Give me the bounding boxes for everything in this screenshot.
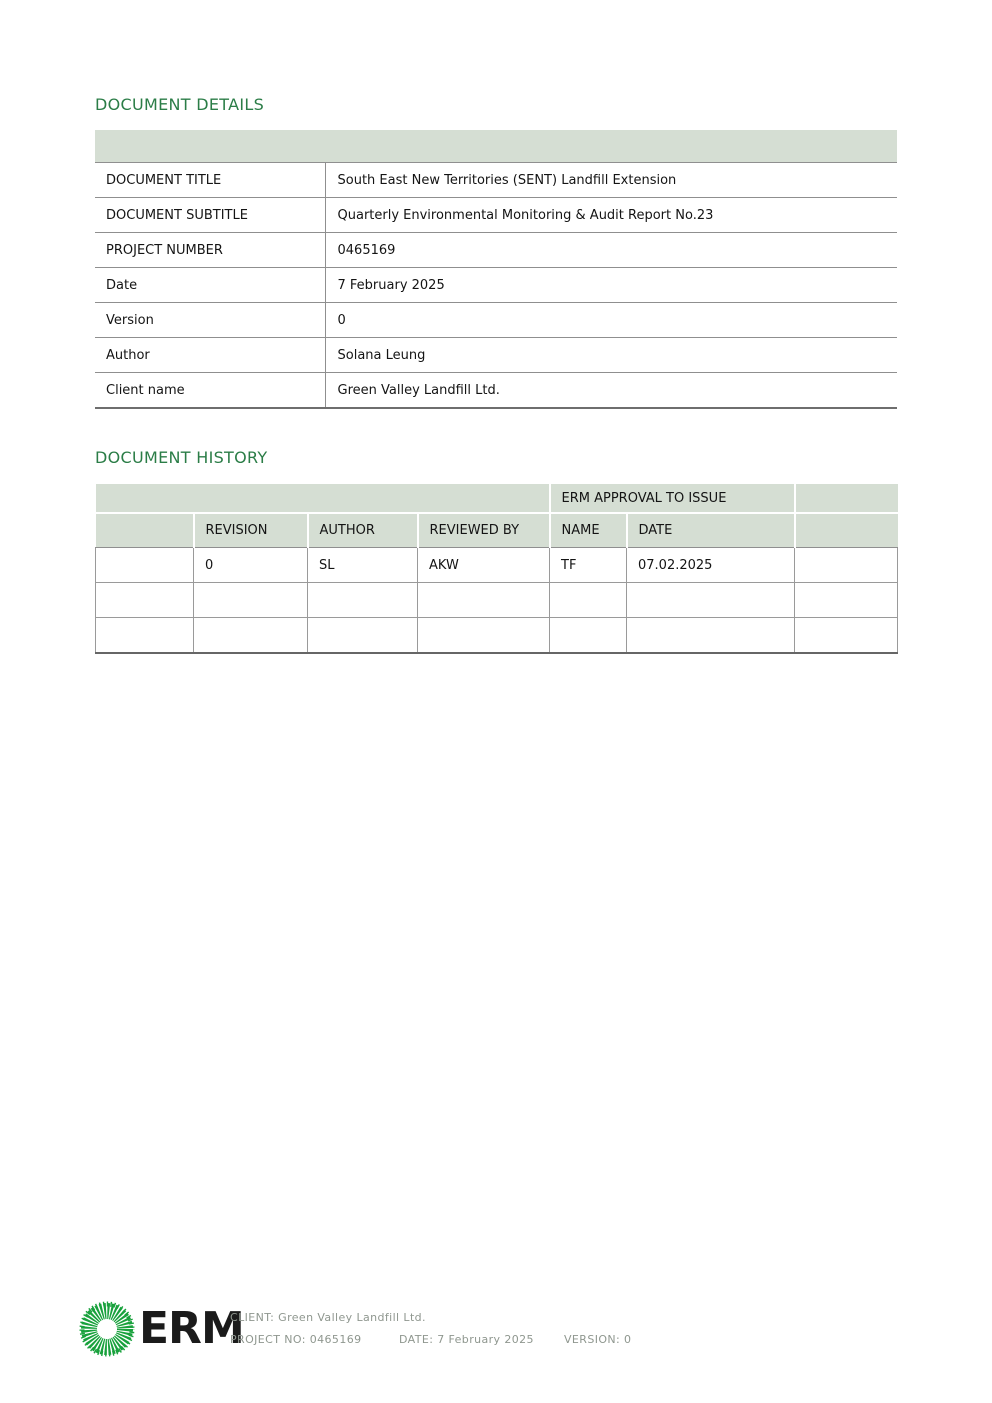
row-value: 0 (325, 303, 897, 338)
table-cell: SL (308, 548, 418, 583)
table-row (95, 233, 897, 268)
empty-header-cell (96, 484, 550, 513)
table-cell (194, 618, 308, 654)
table-cell: 07.02.2025 (627, 548, 795, 583)
erm-logo (78, 1300, 244, 1358)
footer-client-line: CLIENT: Green Valley Landfill Ltd. (230, 1311, 426, 1324)
row-label: Version (95, 303, 325, 338)
row-value: Green Valley Landfill Ltd. (325, 373, 897, 409)
table-cell (308, 618, 418, 654)
footer-info (230, 1307, 631, 1351)
column-header (795, 513, 898, 548)
table-cell: 0 (194, 548, 308, 583)
row-label: DOCUMENT SUBTITLE (95, 198, 325, 233)
document-history-table (95, 484, 898, 654)
page-footer (78, 1300, 244, 1358)
table-cell: TF (550, 548, 627, 583)
table-cell (96, 583, 194, 618)
table-cell (795, 618, 898, 654)
details-table-band (95, 130, 897, 163)
page-content (0, 0, 992, 654)
document-history-heading: DOCUMENT HISTORY (95, 448, 268, 467)
table-row (95, 198, 897, 233)
table-cell (627, 618, 795, 654)
table-row (96, 583, 898, 618)
row-value: Quarterly Environmental Monitoring & Audit Report No.23 (325, 198, 897, 233)
table-row (95, 373, 897, 409)
footer-date: DATE: 7 February 2025 (399, 1333, 534, 1346)
table-cell (418, 618, 550, 654)
table-cell (795, 583, 898, 618)
table-cell (194, 583, 308, 618)
row-label: DOCUMENT TITLE (95, 163, 325, 198)
row-value: Solana Leung (325, 338, 897, 373)
footer-project-no: PROJECT NO: 0465169 (230, 1333, 362, 1346)
empty-header-cell (795, 484, 898, 513)
document-details-table (95, 130, 897, 409)
row-value: 0465169 (325, 233, 897, 268)
table-cell (627, 583, 795, 618)
table-row (96, 548, 898, 583)
row-value: 7 February 2025 (325, 268, 897, 303)
table-row (95, 338, 897, 373)
table-cell (550, 618, 627, 654)
row-label: Author (95, 338, 325, 373)
table-row (95, 163, 897, 198)
row-label: Client name (95, 373, 325, 409)
column-header-row (96, 513, 898, 548)
approval-header-row (96, 484, 898, 513)
row-label: Date (95, 268, 325, 303)
column-header: REVIEWED BY (418, 513, 550, 548)
table-cell (96, 618, 194, 654)
table-row (95, 303, 897, 338)
table-row (95, 268, 897, 303)
row-value: South East New Territories (SENT) Landfill Extension (325, 163, 897, 198)
table-cell (418, 583, 550, 618)
table-row (96, 618, 898, 654)
erm-sunburst-icon (78, 1300, 136, 1358)
column-header: DATE (627, 513, 795, 548)
column-header: AUTHOR (308, 513, 418, 548)
document-details-heading: DOCUMENT DETAILS (95, 95, 265, 114)
column-header (96, 513, 194, 548)
column-header: NAME (550, 513, 627, 548)
footer-meta-line (230, 1329, 631, 1351)
table-cell (308, 583, 418, 618)
details-band-row (95, 130, 897, 163)
approval-header-cell: ERM APPROVAL TO ISSUE (550, 484, 795, 513)
footer-version: VERSION: 0 (564, 1333, 632, 1346)
table-cell (550, 583, 627, 618)
table-cell (795, 548, 898, 583)
row-label: PROJECT NUMBER (95, 233, 325, 268)
table-cell: AKW (418, 548, 550, 583)
column-header: REVISION (194, 513, 308, 548)
table-cell (96, 548, 194, 583)
erm-logo-text: ERM (139, 1303, 244, 1354)
